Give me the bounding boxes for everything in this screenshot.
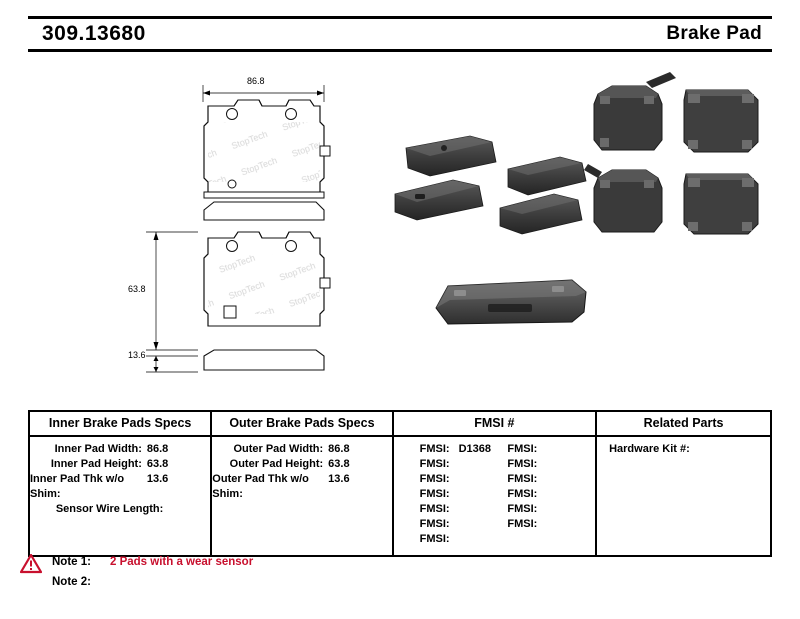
- inner-pad-thickness-value: 13.6: [146, 473, 169, 485]
- dimension-thickness-label: 13.6: [128, 350, 146, 360]
- inner-pad-width-label: Inner Pad Width:: [54, 443, 142, 455]
- note-1-row: [52, 552, 552, 572]
- note-2-row: [52, 572, 552, 592]
- fmsi-label: FMSI:: [419, 443, 450, 455]
- pad-face-photos: [584, 72, 758, 234]
- inner-pad-height-label: Inner Pad Height:: [50, 458, 142, 470]
- inner-pad-height-value: 63.8: [146, 458, 169, 470]
- fmsi-row: [420, 442, 508, 457]
- note-1-text: 2 Pads with a wear sensor: [110, 556, 254, 568]
- fmsi-label: FMSI:: [507, 518, 538, 530]
- outer-pad-height-label: Outer Pad Height:: [229, 458, 324, 470]
- drawing-area: [28, 60, 772, 390]
- spec-row: [212, 472, 391, 502]
- related-parts-cell: [596, 436, 770, 555]
- outer-pad-thickness-value: 13.6: [328, 473, 350, 485]
- sensor-wire-length-label: Sensor Wire Length:: [55, 503, 164, 515]
- document-header: [28, 16, 772, 52]
- pad-side-view-drawing: [146, 232, 330, 372]
- fmsi-label: FMSI:: [507, 488, 538, 500]
- fmsi-label: FMSI:: [419, 533, 450, 545]
- fmsi-row: [420, 472, 508, 487]
- outer-pad-height-value: 63.8: [328, 458, 350, 470]
- inner-pad-thickness-label: Inner Pad Thk w/o Shim:: [30, 473, 125, 500]
- specs-table: [28, 410, 772, 557]
- column-header-related-parts: Related Parts: [596, 412, 770, 436]
- related-part-row: [609, 442, 770, 457]
- fmsi-row: [420, 487, 508, 502]
- fmsi-value: D1368: [458, 443, 492, 455]
- spec-row: [30, 457, 210, 472]
- fmsi-label: FMSI:: [419, 488, 450, 500]
- fmsi-label: FMSI:: [419, 503, 450, 515]
- spec-row: [30, 442, 210, 457]
- fmsi-row: [507, 487, 595, 502]
- fmsi-column-right: [507, 442, 595, 547]
- page-title: Brake Pad: [666, 23, 762, 44]
- column-header-inner-specs: Inner Brake Pads Specs: [30, 412, 211, 436]
- spec-row: [212, 442, 391, 457]
- fmsi-label: FMSI:: [419, 518, 450, 530]
- pad-front-view-drawing: [203, 85, 330, 198]
- fmsi-row: [507, 442, 595, 457]
- part-number: 309.13680: [42, 22, 146, 45]
- fmsi-label: FMSI:: [507, 503, 538, 515]
- column-header-fmsi: FMSI #: [393, 412, 597, 436]
- fmsi-cell: [393, 436, 597, 555]
- column-header-outer-specs: Outer Brake Pads Specs: [211, 412, 392, 436]
- spec-row: [30, 502, 210, 517]
- specs-table-body-row: [30, 436, 770, 555]
- dimension-height-label: 63.8: [128, 284, 146, 294]
- fmsi-row: [420, 517, 508, 532]
- fmsi-label: FMSI:: [419, 458, 450, 470]
- pad-edge-photo: [436, 280, 586, 324]
- dimension-width-label: 86.8: [247, 76, 265, 86]
- outer-pad-width-label: Outer Pad Width:: [233, 443, 324, 455]
- note-1-label: Note 1:: [52, 556, 91, 568]
- inner-pad-width-value: 86.8: [146, 443, 169, 455]
- spec-row: [30, 472, 210, 502]
- fmsi-column-left: [420, 442, 508, 547]
- inner-specs-cell: [30, 436, 211, 555]
- note-2-label: Note 2:: [52, 576, 91, 588]
- hardware-kit-label: Hardware Kit #:: [609, 443, 690, 455]
- outer-pad-width-value: 86.8: [328, 443, 350, 455]
- fmsi-row: [507, 517, 595, 532]
- pad-photo-cluster: [395, 136, 586, 234]
- technical-drawings-svg: [28, 60, 772, 390]
- pad-backing-plate-top-drawing: [204, 202, 324, 220]
- fmsi-label: FMSI:: [507, 443, 538, 455]
- fmsi-row: [507, 457, 595, 472]
- outer-specs-cell: [211, 436, 392, 555]
- fmsi-row: [420, 532, 508, 547]
- spec-row: [212, 457, 391, 472]
- fmsi-row: [507, 472, 595, 487]
- fmsi-row: [420, 502, 508, 517]
- fmsi-row: [507, 502, 595, 517]
- specs-table-header-row: [30, 412, 770, 436]
- fmsi-label: FMSI:: [507, 473, 538, 485]
- outer-pad-thickness-label: Outer Pad Thk w/o Shim:: [212, 473, 309, 500]
- fmsi-label: FMSI:: [507, 458, 538, 470]
- fmsi-label: FMSI:: [419, 473, 450, 485]
- warning-icon: [20, 554, 42, 577]
- fmsi-row: [420, 457, 508, 472]
- notes-section: [52, 552, 552, 592]
